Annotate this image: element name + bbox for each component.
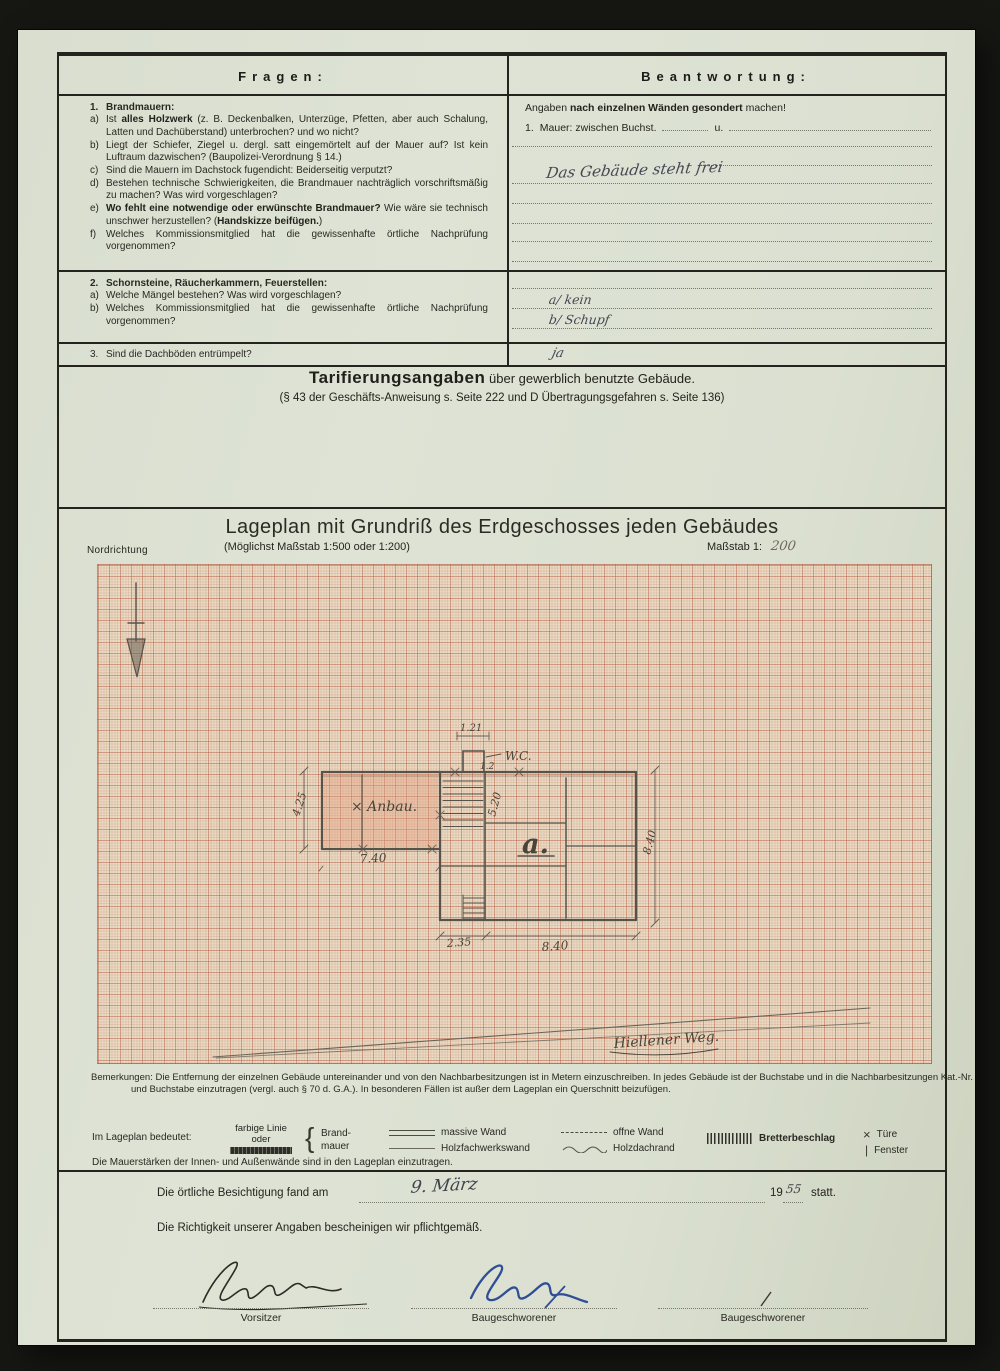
tarif-subtitle: (§ 43 der Geschäfts-Anweisung s. Seite 222 und D Übertragungsgefahren s. Seite 136) xyxy=(279,392,725,404)
sig3-line xyxy=(658,1307,868,1309)
q1a-text: Ist alles Holzwerk (z. B. Deckenbalken, Unterzüge, Pfetten, aber auch Schalung, Latten und Dachüberstand) unterbrochen? und wo nicht? xyxy=(106,114,488,138)
tarif-title: Tarifierungsangaben über gewerblich benutzte Gebäude. xyxy=(309,368,695,387)
sig3-label: Baugeschworener xyxy=(720,1312,806,1324)
q2-title: Schornsteine, Räucherkammern, Feuerstellen: xyxy=(106,277,328,289)
answer-ruled-line xyxy=(512,202,932,204)
visit-date-line xyxy=(359,1201,765,1203)
massive-wall-icon xyxy=(389,1130,435,1136)
question-2 xyxy=(90,277,488,328)
scale-label: Maßstab 1: xyxy=(707,541,763,553)
sig2-label: Baugeschworener xyxy=(471,1312,557,1324)
plan-dim-bottom1: 2.35 xyxy=(446,935,472,950)
q1-number: 1. xyxy=(90,101,99,113)
graph-paper xyxy=(97,564,932,1064)
plan-dim-top: 1.21 xyxy=(460,723,483,734)
handwritten-year: 55 xyxy=(785,1182,803,1196)
wood-roof-edge-icon xyxy=(561,1145,607,1153)
q1d-label: d) xyxy=(90,177,99,189)
plan-dim-anbau: 7.40 xyxy=(359,850,387,866)
plan-dim-left: 4.25 xyxy=(289,790,310,818)
lageplan-divider xyxy=(59,1170,945,1172)
sig1-label: Vorsitzer xyxy=(240,1312,282,1324)
colored-line-sample-icon xyxy=(230,1147,292,1154)
statt-label: statt. xyxy=(811,1187,836,1199)
scale-value-handwritten: 200 xyxy=(769,539,797,554)
q3-text: Sind die Dachböden entrümpelt? xyxy=(106,348,252,360)
plan-dim-bottom2: 8.40 xyxy=(541,938,569,954)
questions-header: Fragen: xyxy=(238,69,328,84)
north-label: Nordrichtung xyxy=(87,545,148,556)
visit-sentence: Die örtliche Besichtigung fand am xyxy=(157,1187,329,1199)
handwritten-visit-date: 9. März xyxy=(409,1174,479,1198)
handwritten-answer-q1: Das Gebäude steht frei xyxy=(545,157,724,183)
lageplan-title: Lageplan mit Grundriß des Erdgeschosses jeden Gebäudes xyxy=(225,516,779,538)
legend-fenster: | Fenster xyxy=(865,1143,909,1157)
q1b-label: b) xyxy=(90,139,99,151)
answer-ruled-line xyxy=(512,182,932,184)
legend-bretter: Bretterbeschlag xyxy=(707,1133,835,1144)
site-plan-drawing xyxy=(98,565,931,1063)
lageplan-subtitle: (Möglichst Maßstab 1:500 oder 1:200) xyxy=(224,541,410,553)
answers-header: Beantwortung: xyxy=(641,69,811,84)
timber-frame-wall-icon xyxy=(389,1148,435,1149)
plan-anbau-label: × Anbau. xyxy=(351,799,418,815)
year-line xyxy=(783,1201,803,1203)
answer-ruled-line xyxy=(699,164,932,166)
q2b-text: Welches Kommissionsmitglied hat die gewissenhafte örtliche Nachprüfung vorgenommen? xyxy=(106,303,488,327)
legend-brandmauer: Brand- mauer xyxy=(321,1128,352,1152)
legend-dachrand: Holzdachrand xyxy=(561,1143,675,1154)
q1e-label: e) xyxy=(90,203,99,215)
answer-ruled-line xyxy=(512,145,932,147)
q1-title: Brandmauern: xyxy=(106,101,175,113)
blank-buchstabe-2 xyxy=(729,120,931,131)
q1b-text: Liegt der Schiefer, Ziegel u. dergl. satt eingemörtelt auf der Mauer auf? Ist kein Luftraum dazwischen? (Baupolizei-Verordnung § 14.) xyxy=(106,139,488,164)
legend-massive: massive Wand xyxy=(389,1127,506,1138)
legend-intro: Im Lageplan bedeutet: xyxy=(92,1132,192,1143)
form-frame xyxy=(57,52,973,1342)
blank-buchstabe xyxy=(662,120,708,131)
answer-ruled-line xyxy=(512,260,932,262)
legend-colored-line: farbige Linie oder xyxy=(217,1123,305,1154)
answer-ruled-line xyxy=(512,287,932,289)
tarif-divider xyxy=(59,507,945,509)
window-bar-icon: | xyxy=(865,1143,869,1157)
legend-note: Die Mauerstärken der Innen- und Außenwände sind in den Lageplan einzutragen. xyxy=(92,1157,453,1168)
plan-dim-wc: 1.2 xyxy=(480,762,495,772)
sig1-line xyxy=(153,1307,369,1309)
header-divider xyxy=(59,94,945,96)
row2-divider xyxy=(59,342,945,344)
question-3 xyxy=(90,348,488,361)
open-wall-icon xyxy=(561,1132,607,1133)
paper-sheet xyxy=(18,30,975,1345)
q2a-label: a) xyxy=(90,290,99,302)
handwritten-answer-q3: ja xyxy=(550,346,566,361)
plan-dim-right: 8.40 xyxy=(640,828,660,856)
statement-sentence: Die Richtigkeit unserer Angaben bescheinigen wir pflichtgemäß. xyxy=(157,1222,483,1234)
stairs-top xyxy=(443,781,483,827)
board-cladding-icon xyxy=(707,1133,753,1144)
q2a-text: Welche Mängel bestehen? Was wird vorgeschlagen? xyxy=(106,290,342,302)
sig2-line xyxy=(411,1307,617,1309)
answers-instruction: Angaben nach einzelnen Wänden gesondert machen! xyxy=(525,102,786,114)
plan-building-letter: a. xyxy=(522,829,549,860)
row3-divider xyxy=(59,365,945,367)
q1f-label: f) xyxy=(90,228,97,240)
answer-ruled-line xyxy=(512,307,932,309)
signature-baugeschworener-icon xyxy=(451,1256,601,1314)
column-divider xyxy=(507,56,509,365)
signature-vorsitzer-icon xyxy=(189,1254,379,1314)
q1e-text: Wo fehlt eine notwendige oder erwünschte Brandmauer? Wie wäre sie technisch unschwer herzustellen? (Handskizze beifügen.) xyxy=(106,203,488,227)
q1a-label: a) xyxy=(90,114,99,126)
north-arrow-icon xyxy=(127,583,145,677)
legend-tuere: × Türe xyxy=(863,1127,898,1142)
legend-offne: offne Wand xyxy=(561,1127,664,1138)
remarks-paragraph: Bemerkungen: Die Entfernung der einzelnen Gebäude untereinander und von den Nachbarbesitzungen ist in Metern einzuschreiben. In jedes Gebäude ist der Buchstabe und in die Nachbarbesitzungen Kat.-Nr. und Buchstabe einzutragen (vergl. auch § 70 d. G.A.). In besonderen Fällen ist außer dem Lageplan ein Querschnitt beizufügen. xyxy=(91,1072,973,1096)
stairs-bottom xyxy=(463,895,485,920)
answer-ruled-line xyxy=(512,222,932,224)
handwritten-answer-q2b: b/ Schupf xyxy=(547,312,611,327)
answer-line-1-mauer: 1. Mauer: zwischen Buchst. u. xyxy=(525,120,931,134)
answer-ruled-line xyxy=(512,240,932,242)
answer-ruled-line xyxy=(512,327,932,329)
q1d-text: Bestehen technische Schwierigkeiten, die Brandmauer nachträglich vorschriftsmäßig zu machen? Was wird vorgeschlagen? xyxy=(106,177,488,202)
plan-street-name: Hiellener Weg. xyxy=(613,1028,720,1052)
q2b-label: b) xyxy=(90,303,99,315)
plan-wc-label: W.C. xyxy=(505,749,532,763)
question-1 xyxy=(90,101,488,253)
handwritten-answer-q2a: a/ kein xyxy=(547,292,593,307)
q3-number: 3. xyxy=(90,348,99,360)
q2-number: 2. xyxy=(90,277,99,289)
road-lines xyxy=(213,1008,870,1058)
row1-divider xyxy=(59,270,945,272)
plan-dim-mid: 5.20 xyxy=(485,790,505,818)
door-x-icon: × xyxy=(863,1127,871,1142)
year-printed: 19 xyxy=(770,1187,783,1199)
q1c-text: Sind die Mauern im Dachstock fugendicht: Beiderseitig verputzt? xyxy=(106,165,393,177)
legend-fachwerk: Holzfachwerkswand xyxy=(389,1143,530,1154)
q1f-text: Welches Kommissionsmitglied hat die gewissenhafte örtliche Nachprüfung vorgenommen? xyxy=(106,228,488,252)
legend-brace: { xyxy=(305,1122,315,1153)
q1c-label: c) xyxy=(90,165,99,177)
